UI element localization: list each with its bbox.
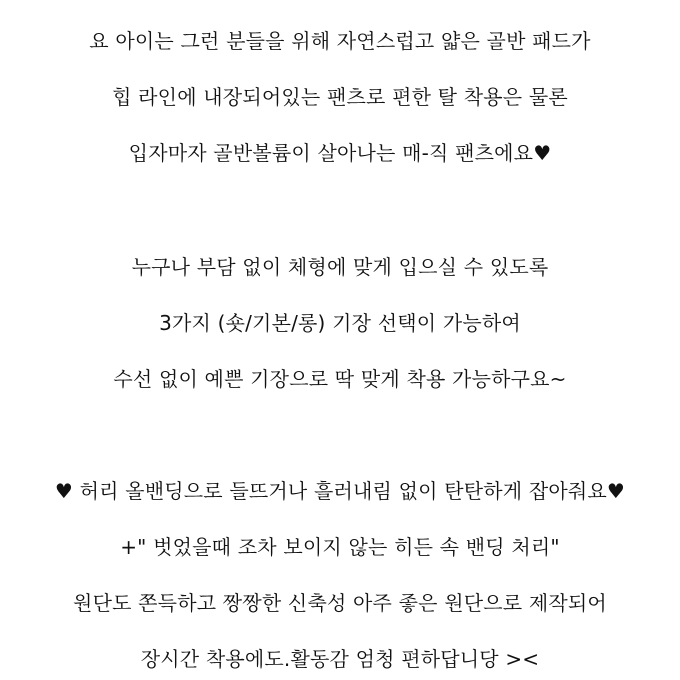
description-line: 누구나 부담 없이 체형에 맞게 입으실 수 있도록: [131, 255, 549, 279]
description-line: 힙 라인에 내장되어있는 팬츠로 편한 탈 착용은 물론: [112, 85, 568, 109]
description-line: 3가지 (숏/기본/롱) 기장 선택이 가능하여: [159, 311, 521, 335]
description-line: 수선 없이 예쁜 기장으로 딱 맞게 착용 가능하구요~: [113, 367, 567, 391]
description-line: 입자마자 골반볼륨이 살아나는 매-직 팬츠에요♥: [128, 141, 552, 165]
description-line: 장시간 착용에도.활동감 엄청 편하답니당 ><: [140, 647, 540, 671]
description-line: 요 아이는 그런 분들을 위해 자연스럽고 얇은 골반 패드가: [89, 29, 591, 53]
description-line: ♥ 허리 올밴딩으로 들뜨거나 흘러내림 없이 탄탄하게 잡아줘요♥: [54, 479, 626, 503]
description-line: 원단도 쫀득하고 짱짱한 신축성 아주 좋은 원단으로 제작되어: [73, 591, 607, 615]
description-line: +" 벗었을때 조차 보이지 않는 히든 속 밴딩 처리": [120, 535, 560, 559]
